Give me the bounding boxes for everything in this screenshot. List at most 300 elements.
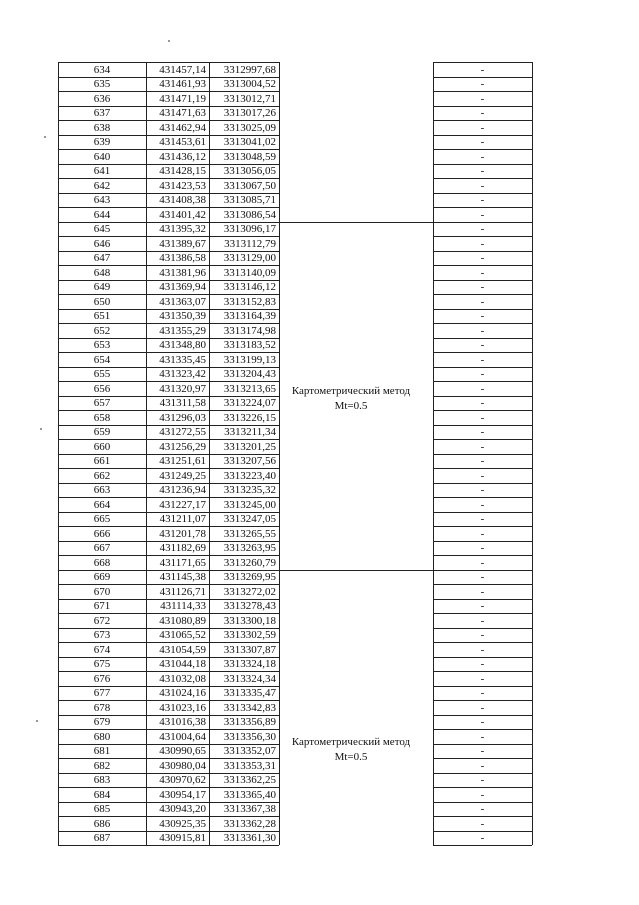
point-number: 678 <box>93 701 111 714</box>
row-divider <box>58 468 279 469</box>
coord-y: 3313362,25 <box>223 774 276 786</box>
point-number: 648 <box>93 266 111 279</box>
row-divider <box>433 729 532 730</box>
coord-y: 3313096,17 <box>223 223 276 235</box>
coord-x: 430925,35 <box>159 817 206 830</box>
row-divider <box>58 555 279 556</box>
dash-value: - <box>480 817 485 830</box>
coord-x: 431114,33 <box>160 600 206 612</box>
row-divider <box>58 628 279 629</box>
row-divider <box>58 367 279 368</box>
point-number: 653 <box>93 339 111 351</box>
method-accuracy: Mt=0.5 <box>334 400 368 412</box>
coord-x: 430954,17 <box>159 788 206 801</box>
dash-value: - <box>480 92 485 105</box>
point-number: 665 <box>93 513 111 525</box>
coord-y: 3313300,18 <box>223 614 276 627</box>
row-divider <box>58 613 279 614</box>
coord-x: 431381,96 <box>159 266 206 279</box>
coord-x: 431423,53 <box>159 179 206 192</box>
row-divider <box>433 454 532 455</box>
row-divider <box>433 222 532 223</box>
coord-x: 431395,32 <box>159 223 206 235</box>
point-number: 644 <box>93 208 111 221</box>
coord-y: 3313352,07 <box>223 745 276 757</box>
row-divider <box>58 164 279 165</box>
row-divider <box>58 700 279 701</box>
coord-x: 431363,07 <box>159 295 206 308</box>
dash-value: - <box>480 194 485 206</box>
dash-value: - <box>480 368 485 380</box>
coord-x: 431126,71 <box>159 585 206 598</box>
column-divider <box>58 62 59 845</box>
row-divider <box>58 309 279 310</box>
coord-x: 431428,15 <box>159 165 206 177</box>
row-divider <box>433 120 532 121</box>
point-number: 650 <box>93 295 111 308</box>
row-divider <box>433 584 532 585</box>
point-number: 683 <box>93 774 111 786</box>
coord-y: 3313335,47 <box>223 687 276 699</box>
coord-y: 3313140,09 <box>223 266 276 279</box>
group-divider <box>279 222 433 223</box>
row-divider <box>433 439 532 440</box>
dash-value: - <box>480 498 485 511</box>
dash-value: - <box>480 107 485 119</box>
coord-x: 431023,16 <box>159 701 206 714</box>
dash-value: - <box>480 179 485 192</box>
point-number: 660 <box>93 440 111 453</box>
point-number: 645 <box>93 223 111 235</box>
row-divider <box>433 323 532 324</box>
row-divider <box>433 338 532 339</box>
coord-y: 3313362,28 <box>223 817 276 830</box>
coord-y: 3313056,05 <box>223 165 276 177</box>
dash-value: - <box>480 426 485 438</box>
coord-y: 3313226,15 <box>223 411 276 424</box>
coord-y: 3313324,34 <box>223 672 276 685</box>
row-divider <box>433 62 532 63</box>
coord-y: 3313017,26 <box>223 107 276 119</box>
dash-value: - <box>480 803 485 815</box>
coord-x: 431054,59 <box>159 643 206 656</box>
point-number: 687 <box>93 832 111 844</box>
row-divider <box>58 570 279 571</box>
row-divider <box>433 599 532 600</box>
coord-y: 3313356,30 <box>223 730 276 743</box>
row-divider <box>58 599 279 600</box>
column-divider <box>279 62 280 845</box>
coord-y: 3313324,18 <box>223 658 276 670</box>
point-number: 654 <box>93 353 111 366</box>
coord-y: 3313302,59 <box>223 629 276 641</box>
point-number: 663 <box>93 484 111 496</box>
coord-y: 3313207,56 <box>223 455 276 467</box>
dash-value: - <box>480 339 485 351</box>
coord-y: 3313367,38 <box>223 803 276 815</box>
coord-y: 3313004,52 <box>223 78 276 90</box>
dash-value: - <box>480 600 485 612</box>
row-divider <box>433 396 532 397</box>
method-note <box>288 384 414 414</box>
column-divider <box>146 62 147 845</box>
coord-y: 3313235,32 <box>223 484 276 496</box>
point-number: 662 <box>93 469 111 482</box>
row-divider <box>433 193 532 194</box>
row-divider <box>433 671 532 672</box>
coord-x: 431249,25 <box>159 469 206 482</box>
dash-value: - <box>480 324 485 337</box>
dash-value: - <box>480 281 485 293</box>
point-number: 685 <box>93 803 111 815</box>
row-divider <box>433 700 532 701</box>
row-divider <box>433 845 532 846</box>
coord-x: 431251,61 <box>159 455 206 467</box>
coord-y: 3313211,34 <box>224 426 276 438</box>
coord-x: 430915,81 <box>159 832 206 844</box>
dash-value: - <box>480 542 485 554</box>
coord-y: 3313263,95 <box>223 542 276 554</box>
row-divider <box>58 135 279 136</box>
row-divider <box>433 149 532 150</box>
coord-x: 431182,69 <box>159 542 206 554</box>
dash-value: - <box>480 832 485 844</box>
dash-value: - <box>480 614 485 627</box>
coord-x: 431453,61 <box>159 136 206 148</box>
row-divider <box>433 802 532 803</box>
coord-x: 431386,58 <box>159 252 206 264</box>
dash-value: - <box>480 237 485 250</box>
point-number: 676 <box>93 672 111 685</box>
coord-x: 431201,78 <box>159 527 206 540</box>
row-divider <box>58 497 279 498</box>
point-number: 652 <box>93 324 111 337</box>
row-divider <box>58 178 279 179</box>
row-divider <box>58 396 279 397</box>
coord-y: 3313048,59 <box>223 150 276 163</box>
row-divider <box>58 831 279 832</box>
row-divider <box>58 802 279 803</box>
row-divider <box>58 686 279 687</box>
row-divider <box>433 715 532 716</box>
point-number: 659 <box>93 426 111 438</box>
row-divider <box>433 207 532 208</box>
method-accuracy: Mt=0.5 <box>334 751 368 763</box>
row-divider <box>58 251 279 252</box>
point-number: 640 <box>93 150 111 163</box>
row-divider <box>433 773 532 774</box>
coord-x: 430970,62 <box>159 774 206 786</box>
row-divider <box>58 642 279 643</box>
row-divider <box>433 570 532 571</box>
point-number: 643 <box>93 194 111 206</box>
dash-value: - <box>480 571 485 583</box>
point-number: 646 <box>93 237 111 250</box>
dash-value: - <box>480 411 485 424</box>
row-divider <box>433 483 532 484</box>
point-number: 680 <box>93 730 111 743</box>
coord-x: 431471,63 <box>159 107 206 119</box>
row-divider <box>58 715 279 716</box>
row-divider <box>58 149 279 150</box>
point-number: 642 <box>93 179 111 192</box>
point-number: 670 <box>93 585 111 598</box>
dash-value: - <box>480 745 485 757</box>
coord-x: 431401,42 <box>159 208 206 221</box>
coord-x: 431044,18 <box>159 658 206 670</box>
dash-value: - <box>480 730 485 743</box>
coord-y: 3313086,54 <box>223 208 276 221</box>
dash-value: - <box>480 266 485 279</box>
method-name: Картометрический метод <box>291 736 411 748</box>
row-divider <box>58 323 279 324</box>
method-name: Картометрический метод <box>291 385 411 397</box>
row-divider <box>58 120 279 121</box>
row-divider <box>433 77 532 78</box>
coord-x: 431320,97 <box>159 382 206 395</box>
coord-x: 430980,04 <box>159 759 206 772</box>
row-divider <box>58 265 279 266</box>
coord-y: 3313174,98 <box>223 324 276 337</box>
row-divider <box>58 787 279 788</box>
row-divider <box>58 816 279 817</box>
point-number: 664 <box>93 498 111 511</box>
coord-y: 3313356,89 <box>223 716 276 728</box>
point-number: 641 <box>93 165 111 177</box>
point-number: 684 <box>93 788 111 801</box>
coord-y: 3313365,40 <box>223 788 276 801</box>
coord-x: 431436,12 <box>159 150 206 163</box>
row-divider <box>58 541 279 542</box>
row-divider <box>58 758 279 759</box>
coord-y: 3312997,68 <box>223 63 276 76</box>
coord-x: 431032,08 <box>159 672 206 685</box>
coord-x: 431408,38 <box>159 194 206 206</box>
coord-y: 3313201,25 <box>223 440 276 453</box>
point-number: 636 <box>93 92 111 105</box>
coord-y: 3313307,87 <box>223 643 276 656</box>
row-divider <box>58 483 279 484</box>
row-divider <box>58 512 279 513</box>
row-divider <box>58 62 279 63</box>
point-number: 671 <box>93 600 111 612</box>
point-number: 681 <box>93 745 111 757</box>
coord-x: 431389,67 <box>159 237 206 250</box>
coord-x: 431296,03 <box>159 411 206 424</box>
row-divider <box>58 454 279 455</box>
point-number: 639 <box>93 136 111 148</box>
row-divider <box>433 468 532 469</box>
coord-y: 3313278,43 <box>223 600 276 612</box>
coord-y: 3313112,79 <box>224 237 276 250</box>
row-divider <box>58 584 279 585</box>
dash-value: - <box>480 556 485 569</box>
point-number: 637 <box>93 107 111 119</box>
row-divider <box>433 178 532 179</box>
coord-y: 3313129,00 <box>223 252 276 264</box>
dash-value: - <box>480 658 485 670</box>
row-divider <box>433 309 532 310</box>
row-divider <box>58 106 279 107</box>
coord-y: 3313067,50 <box>223 179 276 192</box>
row-divider <box>58 193 279 194</box>
coord-x: 430943,20 <box>159 803 206 815</box>
dash-value: - <box>480 788 485 801</box>
row-divider <box>58 381 279 382</box>
point-number: 655 <box>93 368 111 380</box>
row-divider <box>433 642 532 643</box>
dash-value: - <box>480 353 485 366</box>
row-divider <box>433 628 532 629</box>
coord-x: 431024,16 <box>159 687 206 699</box>
coord-x: 431065,52 <box>159 629 206 641</box>
coord-x: 430990,65 <box>159 745 206 757</box>
row-divider <box>433 613 532 614</box>
coord-y: 3313152,83 <box>223 295 276 308</box>
row-divider <box>433 410 532 411</box>
point-number: 675 <box>93 658 111 670</box>
coord-x: 431348,80 <box>159 339 206 351</box>
scan-speck <box>40 428 42 430</box>
point-number: 679 <box>93 716 111 728</box>
dash-value: - <box>480 672 485 685</box>
coord-x: 431311,58 <box>159 397 206 409</box>
row-divider <box>58 845 279 846</box>
point-number: 668 <box>93 556 111 569</box>
coord-y: 3313247,05 <box>223 513 276 525</box>
coord-x: 431256,29 <box>159 440 206 453</box>
coord-y: 3313183,52 <box>223 339 276 351</box>
coord-y: 3313260,79 <box>223 556 276 569</box>
coord-y: 3313223,40 <box>223 469 276 482</box>
point-number: 657 <box>93 397 111 409</box>
scan-speck <box>44 136 46 138</box>
coord-y: 3313361,30 <box>223 832 276 844</box>
row-divider <box>433 758 532 759</box>
row-divider <box>58 657 279 658</box>
point-number: 635 <box>93 78 111 90</box>
dash-value: - <box>480 382 485 395</box>
row-divider <box>58 729 279 730</box>
dash-value: - <box>480 585 485 598</box>
dash-value: - <box>480 150 485 163</box>
row-divider <box>433 497 532 498</box>
point-number: 666 <box>93 527 111 540</box>
coord-y: 3313199,13 <box>223 353 276 366</box>
coord-x: 431211,07 <box>159 513 206 525</box>
dash-value: - <box>480 484 485 496</box>
row-divider <box>433 787 532 788</box>
coord-y: 3313085,71 <box>223 194 276 206</box>
row-divider <box>433 512 532 513</box>
row-divider <box>58 410 279 411</box>
dash-value: - <box>480 701 485 714</box>
point-number: 647 <box>93 252 111 264</box>
coord-x: 431350,39 <box>159 310 206 322</box>
row-divider <box>58 352 279 353</box>
row-divider <box>58 773 279 774</box>
row-divider <box>433 367 532 368</box>
row-divider <box>433 686 532 687</box>
row-divider <box>433 425 532 426</box>
dash-value: - <box>480 165 485 177</box>
row-divider <box>58 338 279 339</box>
point-number: 638 <box>93 121 111 134</box>
coord-y: 3313265,55 <box>223 527 276 540</box>
dash-value: - <box>480 643 485 656</box>
dash-value: - <box>480 774 485 786</box>
row-divider <box>433 831 532 832</box>
coord-y: 3313269,95 <box>223 571 276 583</box>
row-divider <box>433 294 532 295</box>
dash-value: - <box>480 527 485 540</box>
point-number: 674 <box>93 643 111 656</box>
row-divider <box>58 207 279 208</box>
coord-x: 431080,89 <box>159 614 206 627</box>
point-number: 634 <box>93 63 111 76</box>
coord-x: 431457,14 <box>159 63 206 76</box>
point-number: 651 <box>93 310 111 322</box>
row-divider <box>58 77 279 78</box>
row-divider <box>433 816 532 817</box>
row-divider <box>433 381 532 382</box>
coord-x: 431355,29 <box>159 324 206 337</box>
dash-value: - <box>480 136 485 148</box>
row-divider <box>433 541 532 542</box>
coord-y: 3313146,12 <box>223 281 276 293</box>
dash-value: - <box>480 759 485 772</box>
dash-value: - <box>480 440 485 453</box>
row-divider <box>433 135 532 136</box>
row-divider <box>433 164 532 165</box>
coord-y: 3313224,07 <box>223 397 276 409</box>
coord-y: 3313025,09 <box>223 121 276 134</box>
row-divider <box>433 265 532 266</box>
point-number: 649 <box>93 281 111 293</box>
coord-y: 3313272,02 <box>223 585 276 598</box>
coord-y: 3313213,65 <box>223 382 276 395</box>
coord-y: 3313164,39 <box>223 310 276 322</box>
row-divider <box>58 294 279 295</box>
row-divider <box>433 657 532 658</box>
dash-value: - <box>480 208 485 221</box>
row-divider <box>433 555 532 556</box>
row-divider <box>58 671 279 672</box>
dash-value: - <box>480 629 485 641</box>
row-divider <box>58 280 279 281</box>
coord-x: 431227,17 <box>159 498 206 511</box>
method-note <box>288 735 414 765</box>
row-divider <box>433 744 532 745</box>
row-divider <box>433 236 532 237</box>
point-number: 658 <box>93 411 111 424</box>
point-number: 673 <box>93 629 111 641</box>
dash-value: - <box>480 295 485 308</box>
scan-speck <box>36 720 38 722</box>
coord-x: 431236,94 <box>159 484 206 496</box>
dash-value: - <box>480 63 485 76</box>
coord-y: 3313041,02 <box>223 136 276 148</box>
point-number: 667 <box>93 542 111 554</box>
coord-x: 431272,55 <box>159 426 206 438</box>
dash-value: - <box>480 513 485 525</box>
coord-y: 3313012,71 <box>223 92 276 105</box>
coord-x: 431016,38 <box>159 716 206 728</box>
row-divider <box>433 280 532 281</box>
dash-value: - <box>480 78 485 90</box>
column-divider <box>532 62 533 845</box>
row-divider <box>58 439 279 440</box>
